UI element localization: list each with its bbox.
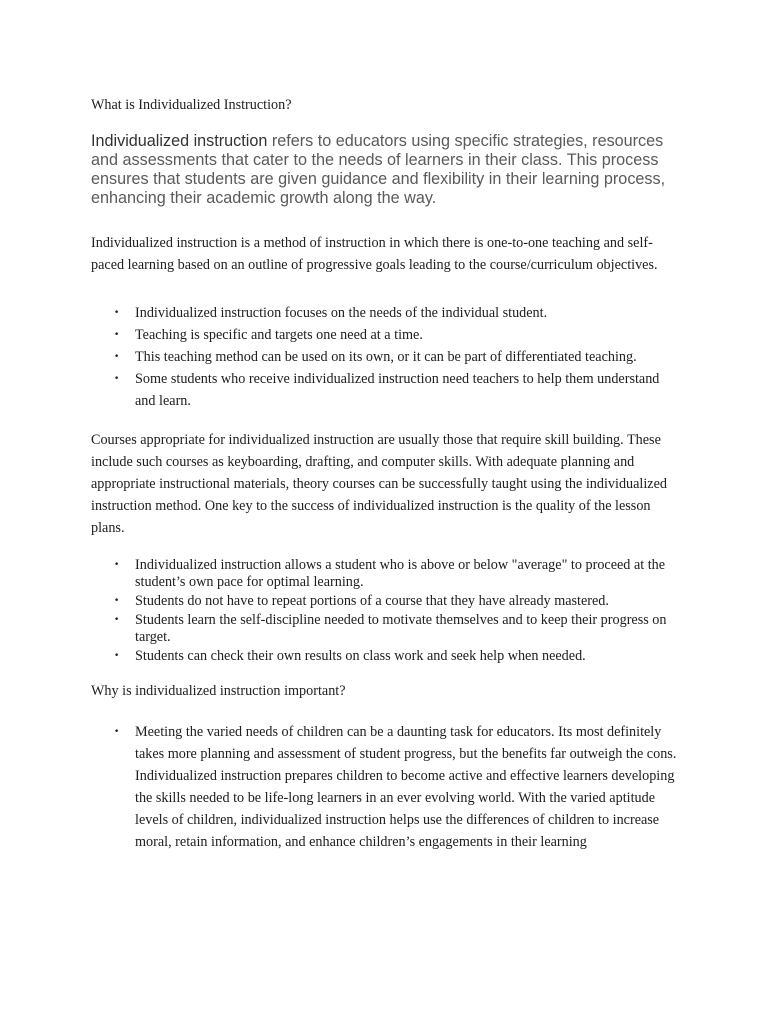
list-item xyxy=(91,648,681,665)
list-item-text: Teaching is specific and targets one need at a time. xyxy=(135,327,423,343)
bullet-list-importance xyxy=(91,721,681,853)
list-item-text: Students learn the self-discipline needed to motivate themselves and to keep their progress on target. xyxy=(135,612,667,645)
bullet-icon: • xyxy=(114,596,120,606)
bullet-list-features xyxy=(91,302,681,412)
question-heading-what: What is Individualized Instruction? xyxy=(91,97,292,113)
document-page xyxy=(91,95,681,853)
bullet-icon: • xyxy=(114,352,120,362)
list-item xyxy=(91,302,681,324)
bullet-icon: • xyxy=(114,308,120,318)
list-item xyxy=(91,612,681,646)
list-item-text: Students do not have to repeat portions of a course that they have already mastered. xyxy=(135,593,609,609)
bullet-icon: • xyxy=(114,374,120,384)
list-item xyxy=(91,721,681,853)
bullet-icon: • xyxy=(114,651,120,661)
list-item-text: Some students who receive individualized instruction need teachers to help them understand and learn. xyxy=(135,371,660,409)
intro-bold-term: Individualized instruction xyxy=(91,132,268,150)
bullet-icon: • xyxy=(114,330,120,340)
list-item-text: Meeting the varied needs of children can be a daunting task for educators. Its most definitely takes more planning and assessment of student progress, but the benefits far outweigh the cons. Individualized instruction prepares children to become active and effective learners developing the skills needed to be life-long learners in an ever evolving world. With the varied aptitude levels of children, individualized instruction helps use the differences of children to increase moral, retain information, and enhance children’s engagements in their learning xyxy=(135,724,677,850)
list-item-text: Individualized instruction allows a student who is above or below "average" to proceed at the student’s own pace for optimal learning. xyxy=(135,557,666,590)
courses-paragraph: Courses appropriate for individualized instruction are usually those that require skill building. These include such courses as keyboarding, drafting, and computer skills. With adequate planning and appropriate instructional materials, theory courses can be successfully taught using the individualized instruction method. One key to the success of individualized instruction is the quality of the lesson plans. xyxy=(91,432,667,536)
list-item-text: This teaching method can be used on its own, or it can be part of differentiated teaching. xyxy=(135,349,637,365)
list-item xyxy=(91,557,681,591)
question-heading-why: Why is individualized instruction important? xyxy=(91,683,346,699)
list-item xyxy=(91,346,681,368)
intro-paragraph xyxy=(91,132,681,208)
bullet-icon: • xyxy=(114,615,120,625)
list-item xyxy=(91,324,681,346)
list-item xyxy=(91,368,681,412)
definition-paragraph: Individualized instruction is a method of instruction in which there is one-to-one teaching and self-paced learning based on an outline of progressive goals leading to the course/curriculum objectives. xyxy=(91,235,658,273)
intro-text: refers to educators using specific strategies, resources and assessments that cater to the needs of learners in their class. This process ensures that students are given guidance and flexibility in their learning process, enhancing their academic growth along the way. xyxy=(91,132,666,207)
bullet-list-benefits xyxy=(91,557,681,665)
list-item-text: Students can check their own results on class work and seek help when needed. xyxy=(135,648,586,664)
list-item-text: Individualized instruction focuses on the needs of the individual student. xyxy=(135,305,548,321)
bullet-icon: • xyxy=(114,727,120,737)
list-item xyxy=(91,593,681,610)
bullet-icon: • xyxy=(114,560,120,570)
